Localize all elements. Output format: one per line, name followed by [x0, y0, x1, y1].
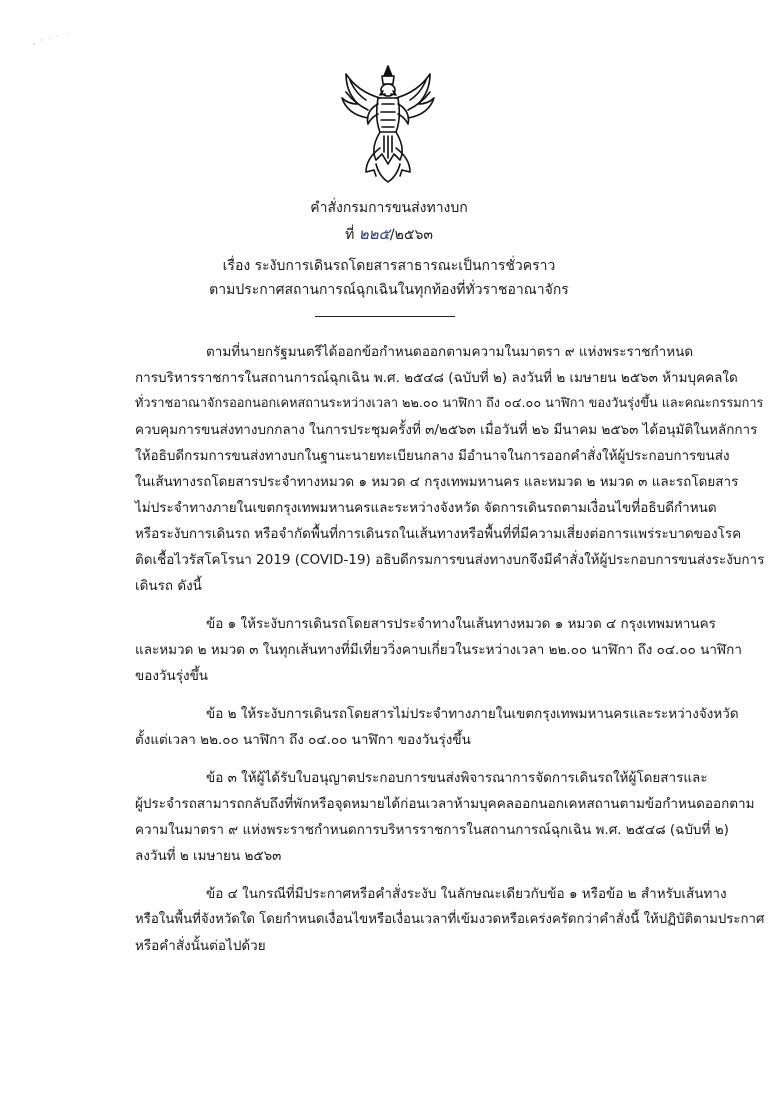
clause-2-line-2: ตั้งแต่เวลา ๒๒.๐๐ นาฬิกา ถึง ๐๔.๐๐ นาฬิกา ของวันรุ่งขึ้น [135, 732, 471, 748]
clause-3-line-2: ผู้ประจำรถสามารถกลับถึงที่พักหรือจุดหมายได้ก่อนเวลาห้ามบุคคลออกนอกเคหสถานตามข้อกำหนดออกตาม [135, 796, 755, 812]
clause-4-line-1: ข้อ ๔ ในกรณีที่มีประกาศหรือคำสั่งระงับ ในลักษณะเดียวกับข้อ ๑ หรือข้อ ๒ สำหรับเส้นทาง [206, 886, 727, 902]
scan-speckle [30, 30, 80, 50]
intro-line-6: ในเส้นทางรถโดยสารประจำทางหมวด ๑ หมวด ๔ กรุงเทพมหานคร และหมวด ๒ หมวด ๓ และรถโดยสาร [135, 474, 739, 490]
intro-line-2: การบริหารราชการในสถานการณ์ฉุกเฉิน พ.ศ. ๒๕๔๘ (ฉบับที่ ๒) ลงวันที่ ๒ เมษายน ๒๕๖๓ ห้ามบุคคลใด [135, 370, 738, 386]
clause-3-line-3: ความในมาตรา ๙ แห่งพระราชกำหนดการบริหารราชการในสถานการณ์ฉุกเฉิน พ.ศ. ๒๕๔๘ (ฉบับที่ ๒) [135, 822, 729, 838]
order-number [0, 224, 778, 245]
intro-line-10: เดินรถ ดังนี้ [135, 578, 202, 594]
intro-line-3: ทั่วราชอาณาจักรออกนอกเคหสถานระหว่างเวลา ๒๒.๐๐ นาฬิกา ถึง ๐๔.๐๐ นาฬิกา ของวันรุ่งขึ้น และคณะกรรมการ [135, 396, 764, 411]
order-title: คำสั่งกรมการขนส่งทางบก [310, 200, 468, 216]
clause-3-line-4: ลงวันที่ ๒ เมษายน ๒๕๖๓ [135, 848, 282, 864]
subject-line-2: ตามประกาศสถานการณ์ฉุกเฉินในทุกท้องที่ทั่วราชอาณาจักร [209, 282, 569, 298]
order-number-handwritten: ๒๒๕ [358, 225, 390, 243]
clause-1-line-3: ของวันรุ่งขึ้น [135, 668, 209, 684]
clause-4-line-3: หรือคำสั่งนั้นต่อไปด้วย [135, 938, 266, 954]
subject-line-1: เรื่อง ระงับการเดินรถโดยสารสาธารณะเป็นการชั่วคราว [222, 258, 556, 274]
clause-2-line-1: ข้อ ๒ ให้ระงับการเดินรถโดยสารไม่ประจำทางภายในเขตกรุงเทพมหานครและระหว่างจังหวัด [206, 706, 739, 722]
order-number-suffix: /๒๕๖๓ [389, 227, 433, 243]
header-divider [315, 316, 455, 317]
intro-line-8: หรือระงับการเดินรถ หรือจำกัดพื้นที่การเดินรถในเส้นทางหรือพื้นที่ที่มีความเสี่ยงต่อการแพร่ระบาดของโรค [135, 526, 742, 542]
clause-1-line-2: และหมวด ๒ หมวด ๓ ในทุกเส้นทางที่มีเที่ยววิ่งคาบเกี่ยวในระหว่างเวลา ๒๒.๐๐ นาฬิกา ถึง ๐๔.๐๐ นาฬิกา [135, 642, 742, 658]
intro-line-5: ให้อธิบดีกรมการขนส่งทางบกในฐานะนายทะเบียนกลาง มีอำนาจในการออกคำสั่งให้ผู้ประกอบการขนส่ง [135, 448, 730, 464]
intro-line-1: ตามที่นายกรัฐมนตรีได้ออกข้อกำหนดออกตามความในมาตรา ๙ แห่งพระราชกำหนด [206, 344, 694, 360]
intro-line-7: ไม่ประจำทางภายในเขตกรุงเทพมหานครและระหว่างจังหวัด จัดการเดินรถตามเงื่อนไขที่อธิบดีกำหนด [135, 500, 717, 516]
order-number-prefix: ที่ [345, 227, 355, 243]
clause-3-line-1: ข้อ ๓ ให้ผู้ได้รับใบอนุญาตประกอบการขนส่งพิจารณาการจัดการเดินรถให้ผู้โดยสารและ [206, 770, 708, 786]
clause-4-line-2: หรือในพื้นที่จังหวัดใด โดยกำหนดเงื่อนไขหรือเงื่อนเวลาที่เข้มงวดหรือเคร่งครัดกว่าคำสั่งนี้ ให้ปฏิบัติตามประกาศ [135, 912, 765, 927]
intro-line-9: ติดเชื้อไวรัสโคโรนา 2019 (COVID-19) อธิบดีกรมการขนส่งทางบกจึงมีคำสั่งให้ผู้ประกอบการขนส่งระงับการ [135, 552, 765, 568]
garuda-emblem-icon [336, 64, 440, 184]
clause-1-line-1: ข้อ ๑ ให้ระงับการเดินรถโดยสารประจำทางในเส้นทางหมวด ๑ หมวด ๔ กรุงเทพมหานคร [206, 616, 716, 632]
intro-line-4: ควบคุมการขนส่งทางบกกลาง ในการประชุมครั้งที่ ๓/๒๕๖๓ เมื่อวันที่ ๒๖ มีนาคม ๒๕๖๓ ได้อนุมัติในหลักการ [135, 422, 758, 438]
